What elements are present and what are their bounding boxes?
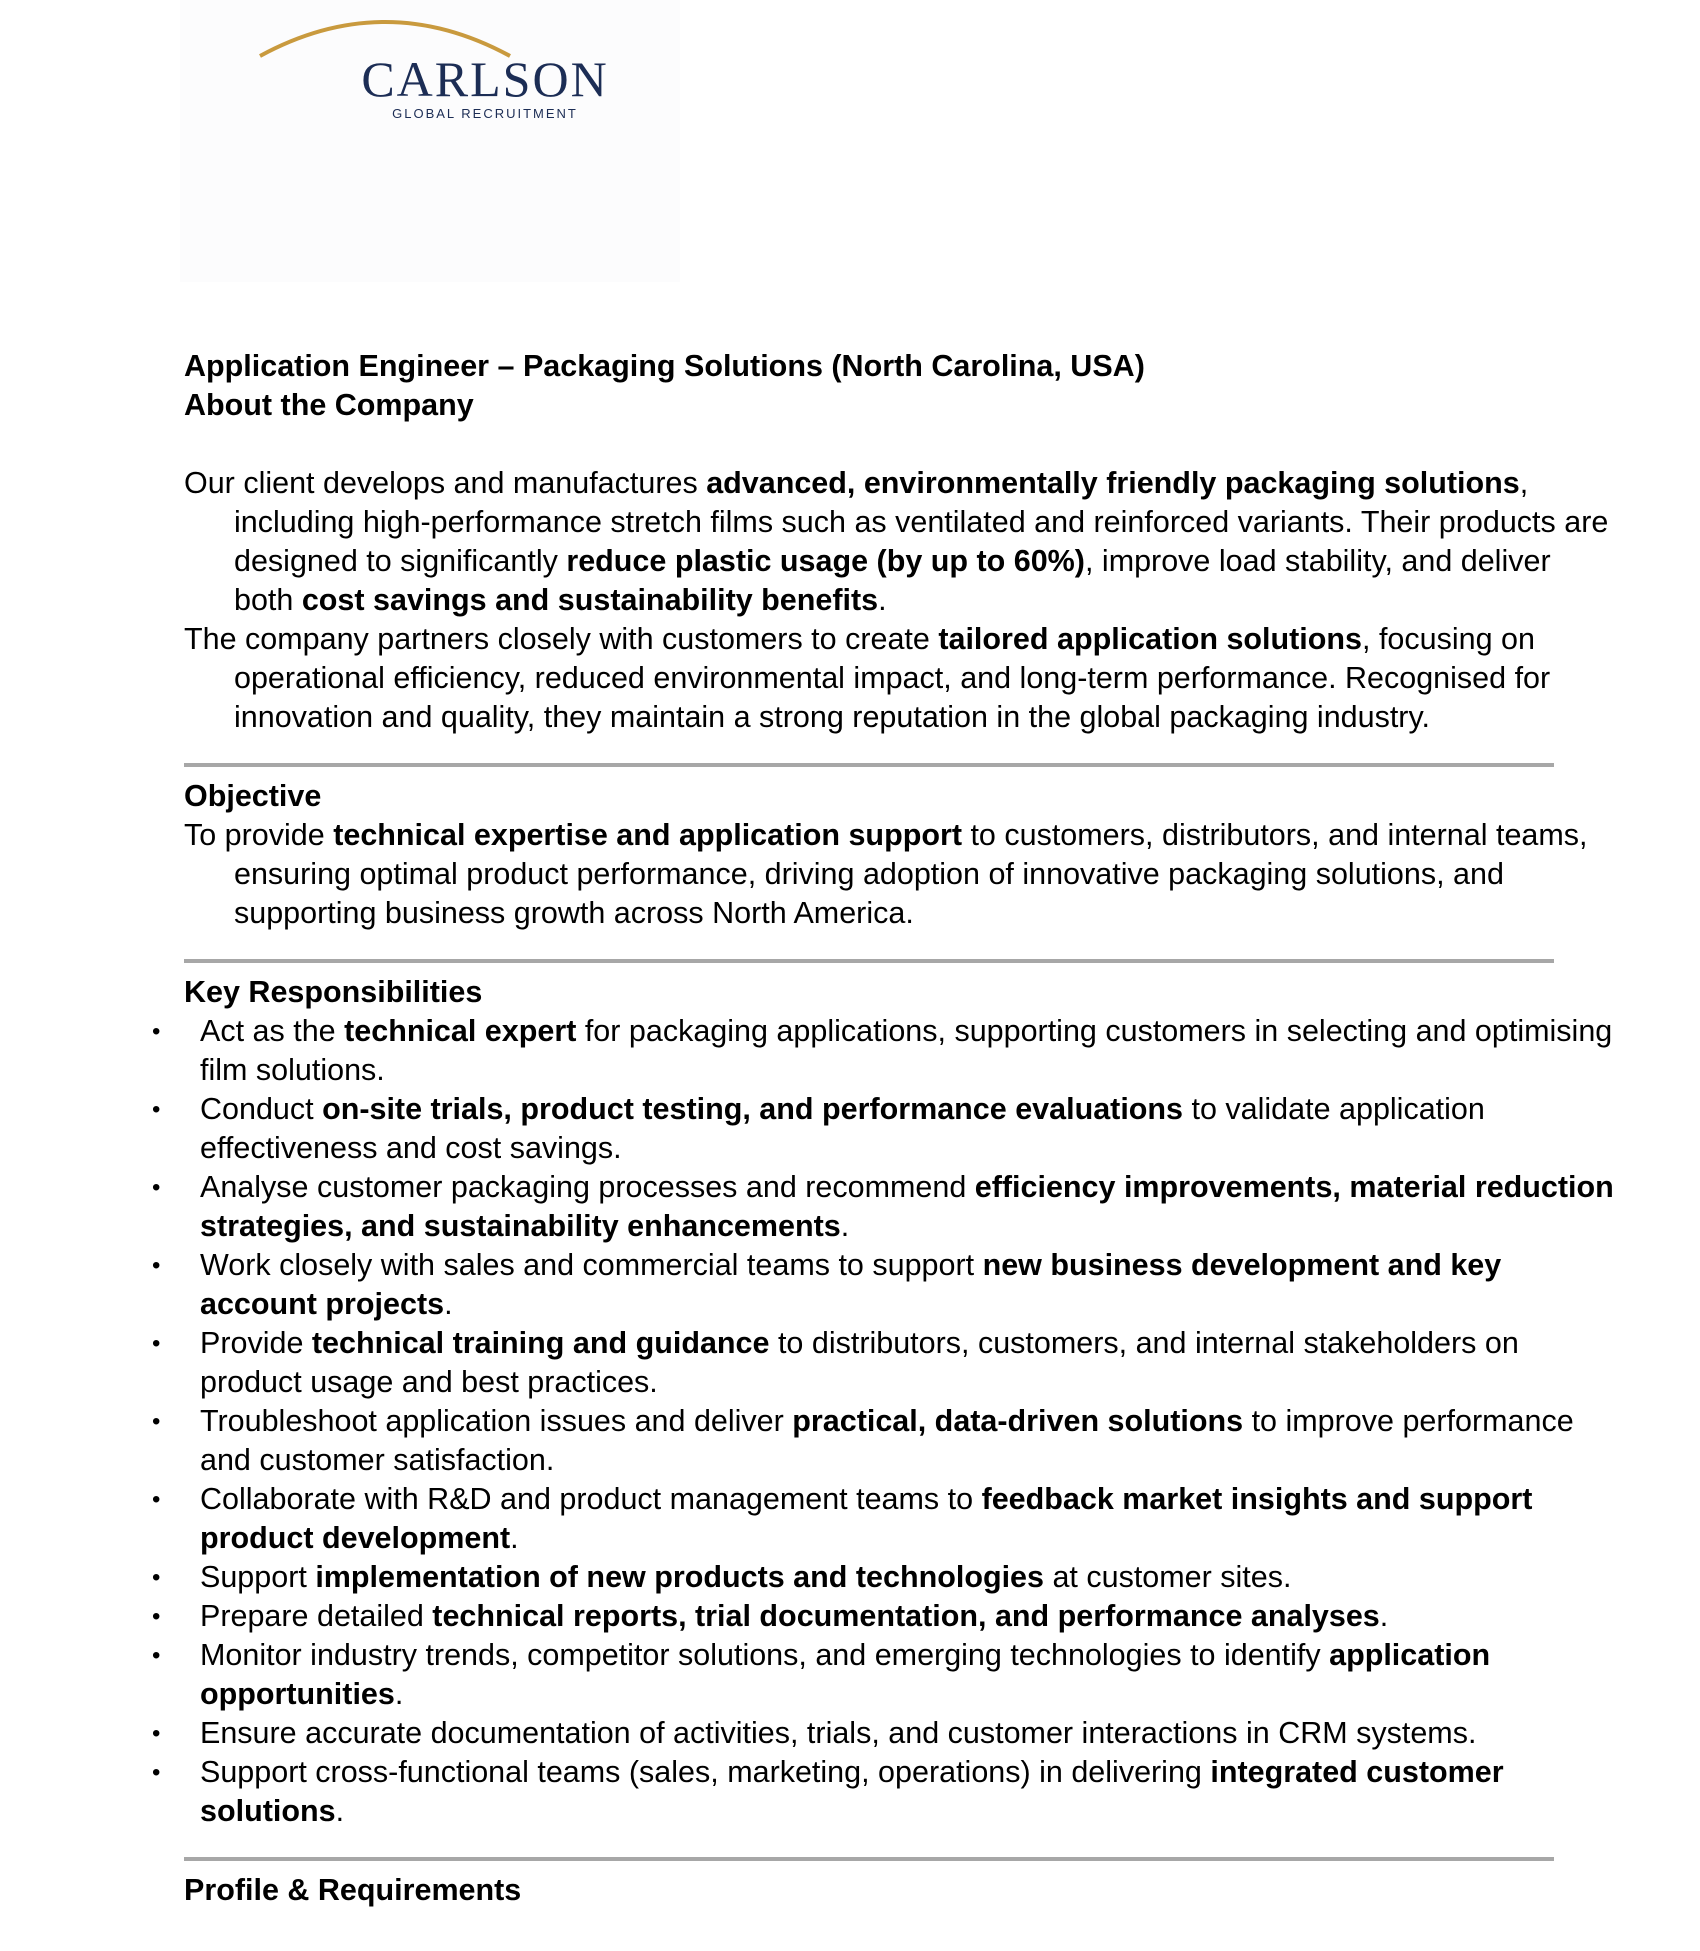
job-title: Application Engineer – Packaging Solutions (North Carolina, USA): [184, 349, 1145, 383]
bullet-icon: •: [152, 1603, 161, 1630]
bullet-icon: •: [152, 1330, 161, 1357]
list-item: • Analyse customer packaging processes and recommend efficiency improvements, material reduction strategies, and sustainability enhancements.: [152, 1170, 1614, 1243]
bullet-icon: •: [152, 1486, 161, 1513]
bullet-icon: •: [152, 1642, 161, 1669]
list-item: • Collaborate with R&D and product management teams to feedback market insights and support product development.: [152, 1482, 1533, 1555]
logo-tagline: GLOBAL RECRUITMENT: [392, 106, 578, 121]
about-paragraph-1: Our client develops and manufactures advanced, environmentally friendly packaging solutions, including high-performance stretch films such as ventilated and reinforced variants. Their products are designed to significantly reduce plastic usage (by up to 60%), improve load stability, and deliver both cost savings and sustainability benefits.: [184, 466, 1609, 617]
list-item: • Troubleshoot application issues and deliver practical, data-driven solutions to improve performance and customer satisfaction.: [152, 1404, 1574, 1477]
list-item: • Support implementation of new products and technologies at customer sites.: [184, 1558, 1614, 1597]
about-paragraph-2: The company partners closely with customers to create tailored application solutions, focusing on operational efficiency, reduced environmental impact, and long-term performance. Recognised for innovation and quality, they maintain a strong reputation in the global packaging industry.: [184, 622, 1551, 734]
list-item: • Act as the technical expert for packaging applications, supporting customers in selecting and optimising film solutions.: [152, 1014, 1613, 1087]
list-item: • Conduct on-site trials, product testing, and performance evaluations to validate application effectiveness and cost savings.: [152, 1092, 1485, 1165]
responsibilities-heading: Key Responsibilities: [184, 975, 483, 1009]
list-item: • Work closely with sales and commercial teams to support new business development and key account projects.: [152, 1248, 1502, 1321]
objective-paragraph: To provide technical expertise and application support to customers, distributors, and internal teams, ensuring optimal product performance, driving adoption of innovative packaging solutions, and supporting business growth across North America.: [184, 818, 1588, 930]
list-item: • Ensure accurate documentation of activities, trials, and customer interactions in CRM systems.: [184, 1714, 1614, 1753]
bullet-icon: •: [152, 1759, 161, 1786]
list-item: • Provide technical training and guidance to distributors, customers, and internal stakeholders on product usage and best practices.: [152, 1326, 1519, 1399]
bullet-icon: •: [152, 1408, 161, 1435]
bullet-icon: •: [152, 1252, 161, 1279]
bullet-icon: •: [152, 1096, 161, 1123]
logo-wordmark: CARLSON: [361, 51, 609, 107]
list-item: • Support cross-functional teams (sales, marketing, operations) in delivering integrated customer solutions.: [152, 1755, 1504, 1828]
bullet-icon: •: [152, 1564, 161, 1591]
profile-heading: Profile & Requirements: [184, 1873, 522, 1907]
about-heading: About the Company: [184, 388, 474, 422]
bullet-icon: •: [152, 1174, 161, 1201]
list-item: • Prepare detailed technical reports, trial documentation, and performance analyses.: [184, 1597, 1614, 1636]
list-item: • Monitor industry trends, competitor solutions, and emerging technologies to identify application opportunities.: [152, 1638, 1491, 1711]
document-body: [152, 347, 1614, 1910]
objective-heading: Objective: [184, 779, 322, 813]
bullet-icon: •: [152, 1720, 161, 1747]
bullet-icon: •: [152, 1018, 161, 1045]
responsibilities-list: [152, 1012, 1614, 1831]
